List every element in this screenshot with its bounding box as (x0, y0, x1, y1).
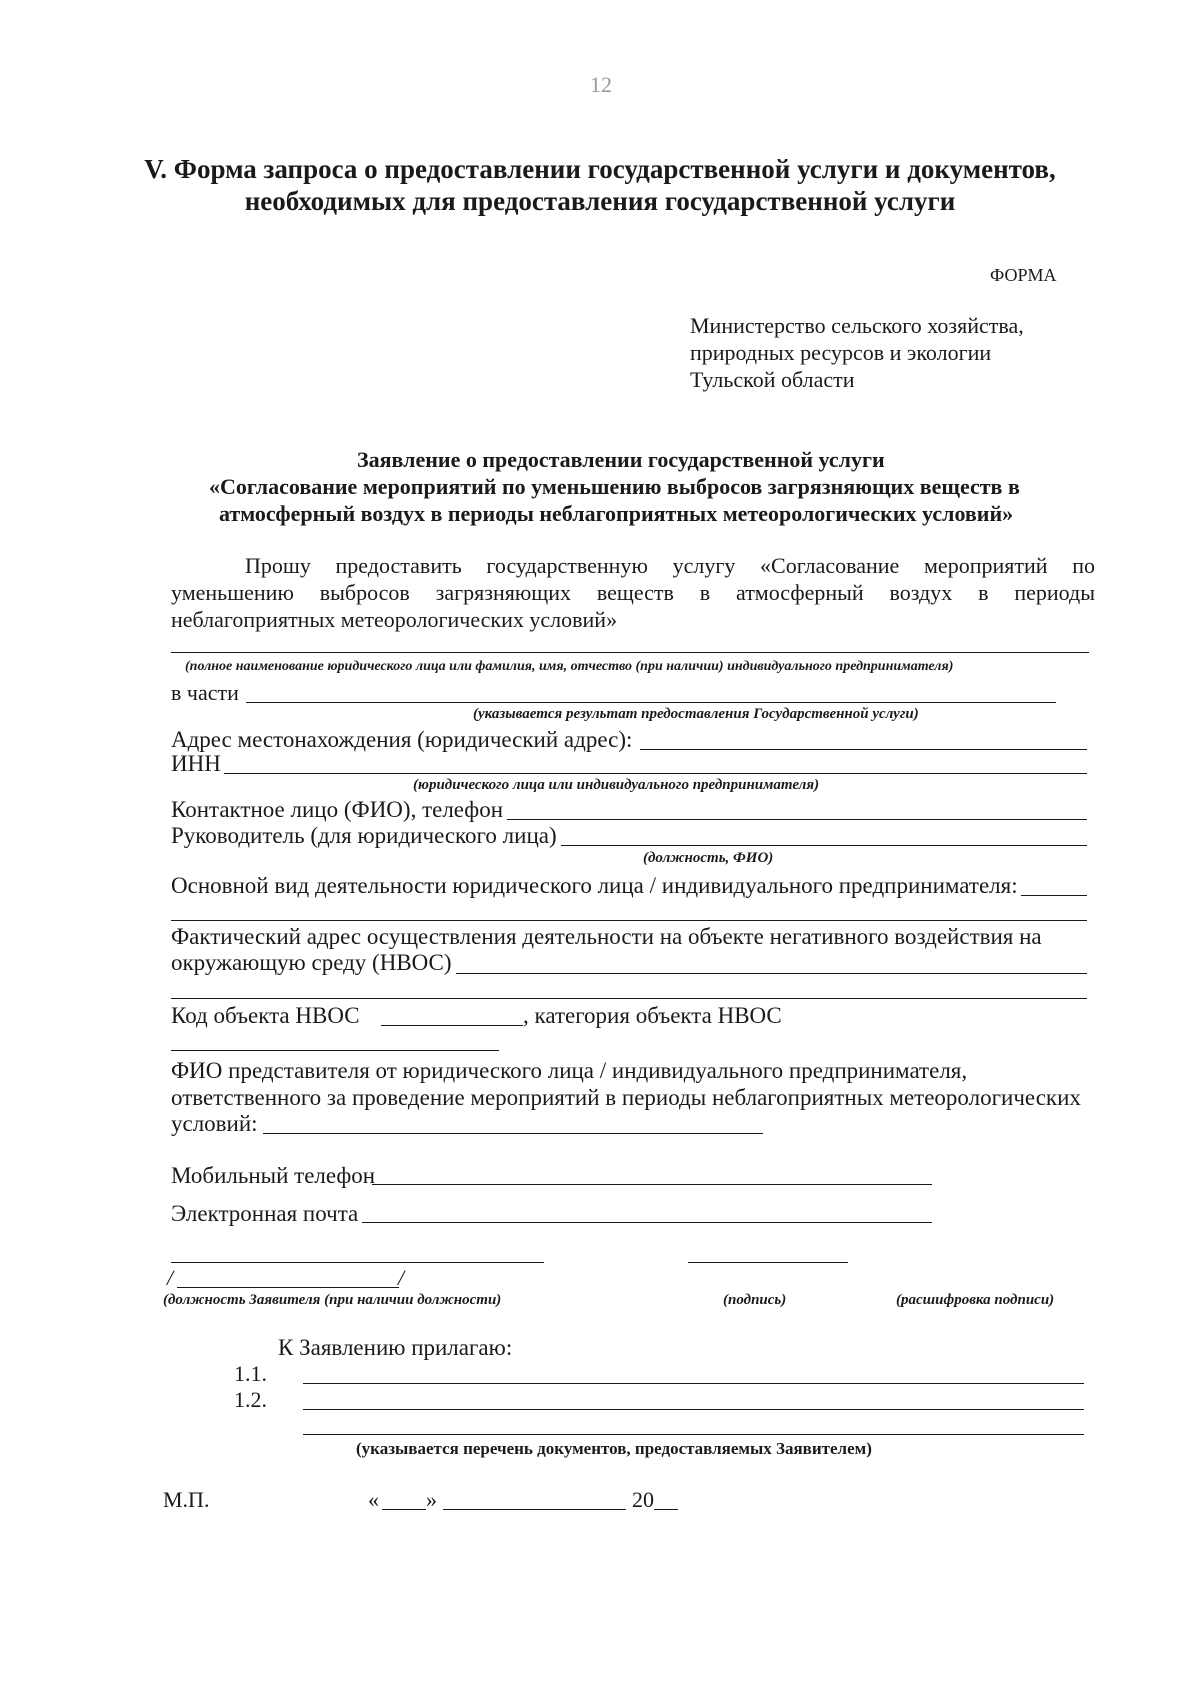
head-caption: (должность, ФИО) (643, 850, 774, 866)
contact-line[interactable] (507, 819, 1087, 820)
actual-address-field-line[interactable] (456, 973, 1087, 974)
sign-line[interactable] (688, 1262, 848, 1263)
rep-line3: условий: (171, 1111, 258, 1136)
position-caption: (должность Заявителя (при наличии должности) (163, 1292, 502, 1308)
addressee-line3: Тульской области (690, 367, 855, 392)
rep-line1: ФИО представителя от юридического лица / индивидуального предпринимателя, (171, 1058, 968, 1083)
date-quote-close: » (426, 1487, 437, 1512)
rep-line2: ответственного за проведение мероприятий в периоды неблагоприятных метеорологических (171, 1085, 1081, 1110)
page-number: 12 (590, 72, 612, 97)
section-title-line2: необходимых для предоставления государственной услуги (244, 186, 956, 216)
mobile-label: Мобильный телефон (171, 1163, 376, 1188)
date-year-prefix: 20 (632, 1487, 654, 1512)
stamp-label: М.П. (163, 1487, 210, 1512)
request-line3: неблагоприятных метеорологических условий» (171, 607, 618, 632)
application-title-line3: атмосферный воздух в периоды неблагоприятных метеорологических условий» (219, 501, 1014, 526)
request-line2: уменьшению выбросов загрязняющих веществ в атмосферный воздух в периоды (171, 580, 1095, 605)
inn-label: ИНН (171, 751, 221, 776)
head-line[interactable] (561, 845, 1087, 846)
category-label: , категория объекта НВОС (523, 1003, 782, 1028)
code-label: Код объекта НВОС (171, 1003, 360, 1028)
code-line[interactable] (381, 1025, 523, 1026)
attachment-item2-line[interactable] (303, 1409, 1084, 1410)
attachment-item1-line[interactable] (303, 1383, 1084, 1384)
position-line-2[interactable] (177, 1287, 399, 1288)
position-line[interactable] (171, 1262, 544, 1263)
attachment-extra-line[interactable] (303, 1434, 1084, 1435)
email-line[interactable] (362, 1222, 932, 1223)
actual-address-line2: окружающую среду (НВОС) (171, 950, 452, 975)
date-month-line[interactable] (443, 1509, 626, 1510)
actual-address-field-line-2[interactable] (171, 998, 1087, 999)
activity-line-2[interactable] (171, 920, 1087, 921)
mobile-line[interactable] (372, 1184, 932, 1185)
inn-line[interactable] (224, 773, 1087, 774)
address-line[interactable] (640, 749, 1087, 750)
date-day-line[interactable] (382, 1509, 426, 1510)
position-slash-left: / (167, 1265, 174, 1290)
attachment-item1-number: 1.1. (234, 1361, 267, 1386)
actual-address-line1: Фактический адрес осуществления деятельности на объекте негативного воздействия на (171, 924, 1042, 949)
applicant-name-caption: (полное наименование юридического лица или фамилия, имя, отчество (при наличии) индивидуального предпринимателя) (185, 659, 954, 674)
part-line[interactable] (246, 702, 1056, 703)
activity-line[interactable] (1021, 895, 1087, 896)
attachment-item2-number: 1.2. (234, 1387, 267, 1412)
form-label: ФОРМА (990, 265, 1057, 285)
addressee-line2: природных ресурсов и экологии (690, 340, 992, 365)
section-title-line1: V. Форма запроса о предоставлении государственной услуги и документов, (144, 154, 1056, 184)
contact-label: Контактное лицо (ФИО), телефон (171, 797, 504, 822)
category-line[interactable] (171, 1050, 499, 1051)
application-title-line1: Заявление о предоставлении государственной услуги (357, 447, 885, 472)
position-slash-right: / (398, 1265, 405, 1290)
application-title-line2: «Согласование мероприятий по уменьшению выбросов загрязняющих веществ в (209, 474, 1020, 499)
head-label: Руководитель (для юридического лица) (171, 823, 557, 848)
addressee-line1: Министерство сельского хозяйства, (690, 313, 1024, 338)
rep-field-line[interactable] (263, 1133, 763, 1134)
address-label: Адрес местонахождения (юридический адрес): (171, 727, 633, 752)
applicant-name-line[interactable] (171, 652, 1089, 653)
date-quote-open: « (368, 1487, 379, 1512)
inn-caption: (юридического лица или индивидуального предпринимателя) (413, 777, 820, 793)
date-year-line[interactable] (654, 1509, 678, 1510)
request-line1: Прошу предоставить государственную услугу «Согласование мероприятий по (245, 553, 1095, 578)
email-label: Электронная почта (171, 1201, 359, 1226)
sign-caption: (подпись) (723, 1292, 787, 1308)
part-label: в части (171, 680, 239, 705)
activity-label: Основной вид деятельности юридического лица / индивидуального предпринимателя: (171, 873, 1018, 898)
decode-caption: (расшифровка подписи) (896, 1292, 1055, 1308)
attachments-label: К Заявлению прилагаю: (278, 1335, 513, 1360)
attachments-caption: (указывается перечень документов, предоставляемых Заявителем) (356, 1439, 872, 1458)
part-caption: (указывается результат предоставления Государственной услуги) (473, 706, 919, 722)
